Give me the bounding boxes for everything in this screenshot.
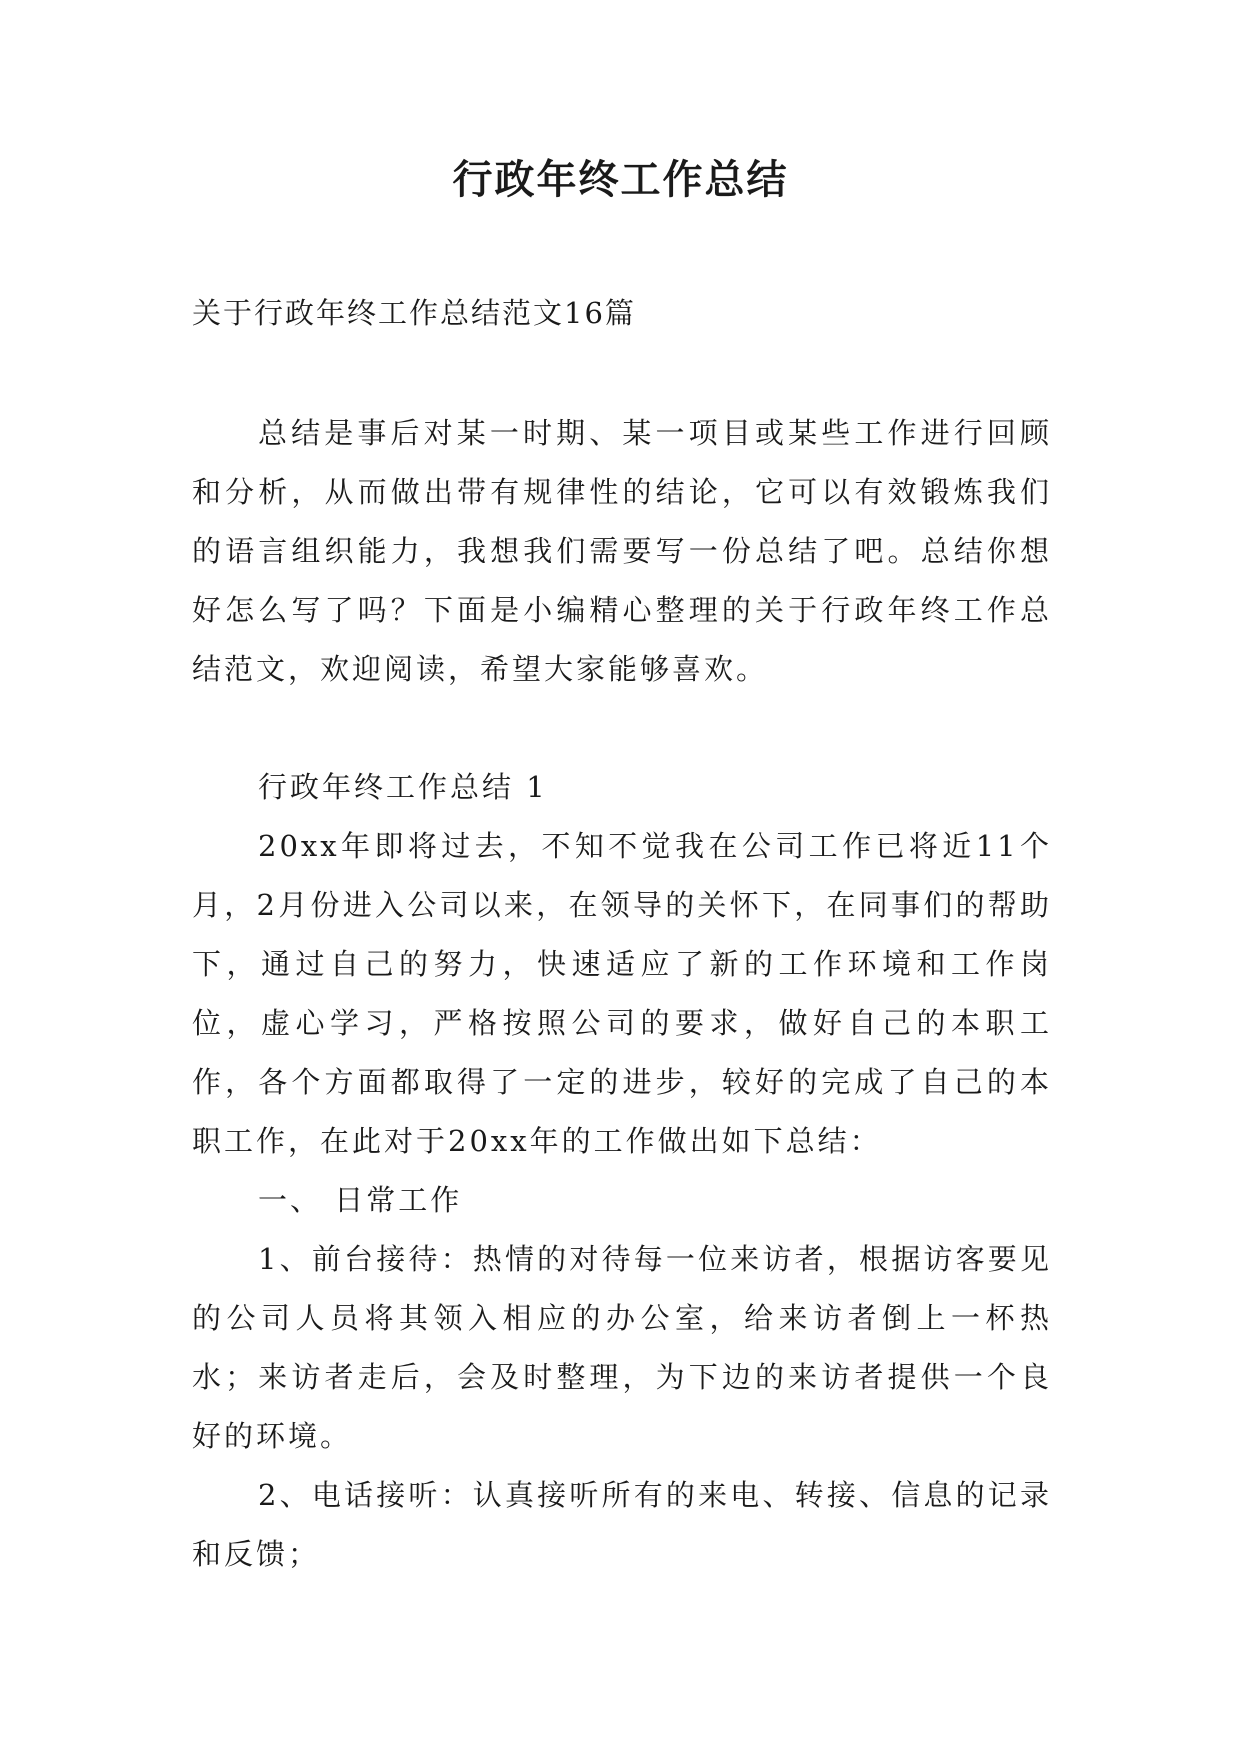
body-paragraph-1: 20xx年即将过去，不知不觉我在公司工作已将近11个月，2月份进入公司以来，在领导的关怀下，在同事们的帮助下，通过自己的努力，快速适应了新的工作环境和工作岗位，虚心学习，严格按照公司的要求，做好自己的本职工作，各个方面都取得了一定的进步，较好的完成了自己的本职工作，在此对于20xx年的工作做出如下总结： <box>192 829 1052 1158</box>
intro-paragraph: 总结是事后对某一时期、某一项目或某些工作进行回顾和分析，从而做出带有规律性的结论，它可以有效锻炼我们的语言组织能力，我想我们需要写一份总结了吧。总结你想好怎么写了吗？下面是小编精心整理的关于行政年终工作总结范文，欢迎阅读，希望大家能够喜欢。 <box>192 416 1052 686</box>
list-item-reception: 1、前台接待：热情的对待每一位来访者，根据访客要见的公司人员将其领入相应的办公室，给来访者倒上一杯热水；来访者走后，会及时整理，为下边的来访者提供一个良好的环境。 <box>192 1242 1052 1453</box>
section-heading-daily-work: 一、 日常工作 <box>258 1183 463 1217</box>
list-item-phone: 2、电话接听：认真接听所有的来电、转接、信息的记录和反馈； <box>192 1478 1052 1571</box>
document-subtitle: 关于行政年终工作总结范文16篇 <box>192 296 636 330</box>
document-title: 行政年终工作总结 <box>452 156 789 203</box>
section-title: 行政年终工作总结 1 <box>258 770 548 804</box>
intro-block <box>192 404 1052 699</box>
main-content <box>192 758 1052 1584</box>
